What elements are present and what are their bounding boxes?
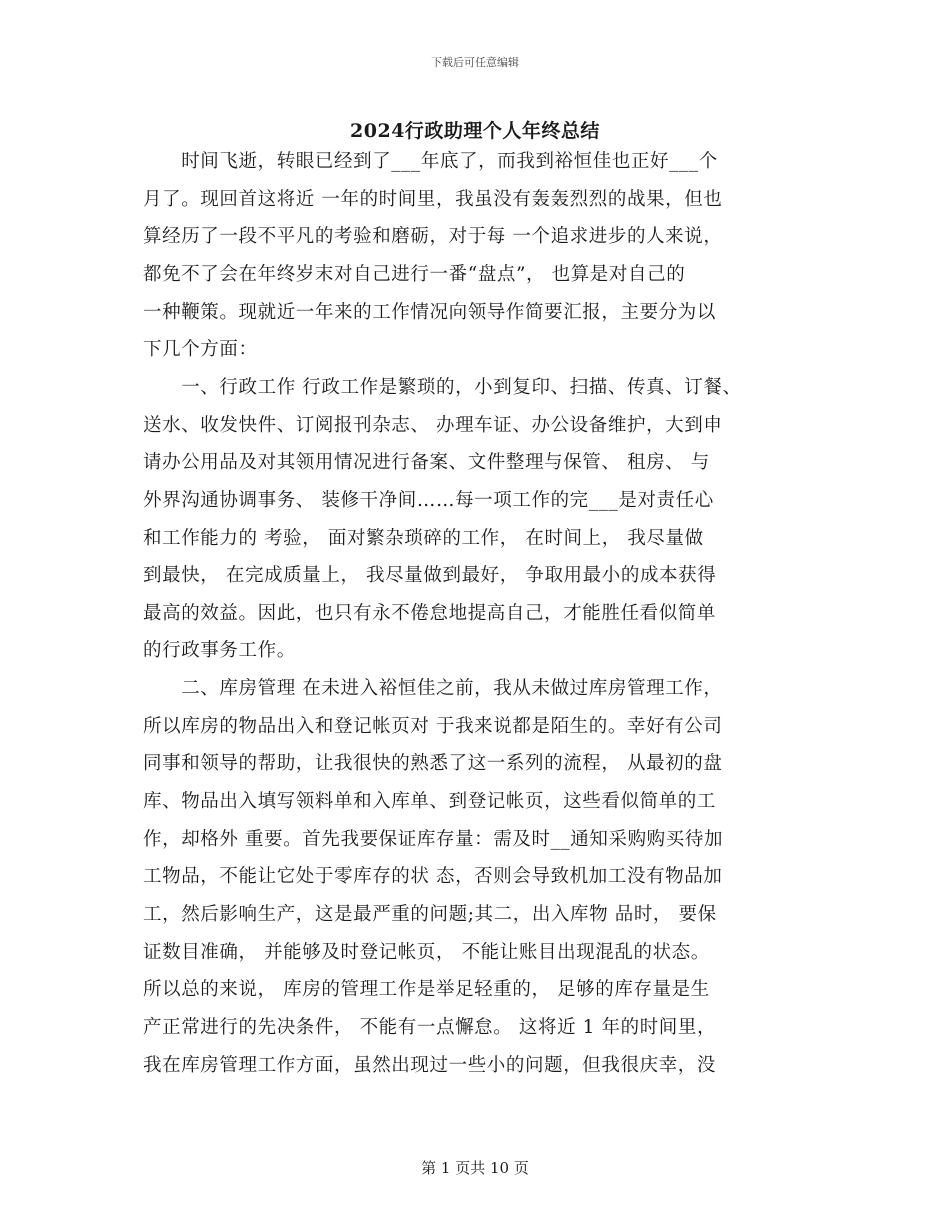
text-line: 到最快， 在完成质量上， 我尽量做到最好， 争取用最小的成本获得 [143, 565, 717, 587]
header-note: 下载后可任意编辑 [431, 56, 519, 69]
text-line: 时间飞逝，转眼已经到了___年底了，而我到裕恒佳也正好___个 [143, 151, 718, 172]
text-line: 的行政事务工作。 [143, 640, 296, 662]
text-line: 月了。现回首这将近 一年的时间里，我虽没有轰轰烈烈的战果，但也 [143, 188, 723, 210]
text-line: 算经历了一段不平凡的考验和磨砺，对于每 一个追求进步的人来说， [143, 226, 723, 248]
text-line: 下几个方面： [143, 339, 258, 361]
text-line: 作，却格外 重要。首先我要保证库存量：需及时__通知采购购买待加 [143, 828, 724, 850]
text-line: 送水、收发快件、订阅报刊杂志、 办理车证、办公设备维护，大到申 [143, 414, 723, 436]
text-line: 所以总的来说， 库房的管理工作是举足轻重的， 足够的库存量是生 [143, 979, 710, 1001]
text-line: 产正常进行的先决条件， 不能有一点懈怠。 这将近 1 年的时间里， [143, 1016, 717, 1038]
text-line: 都免不了会在年终岁末对自己进行一番“盘点”， 也算是对自己的 [143, 263, 686, 285]
text-line: 和工作能力的 考验， 面对繁杂琐碎的工作， 在时间上， 我尽量做 [143, 527, 704, 549]
text-line: 库、物品出入填写领料单和入库单、到登记帐页，这些看似简单的工 [143, 791, 717, 813]
page-footer: 第 1 页共 10 页 [421, 1159, 529, 1177]
text-line: 工，然后影响生产，这是最严重的问题;其二，出入库物 品时， 要保 [143, 904, 717, 925]
text-line: 二、库房管理 在未进入裕恒佳之前，我从未做过库房管理工作， [143, 678, 723, 700]
text-line: 最高的效益。因此，也只有永不倦怠地提高自己，才能胜任看似简单 [143, 602, 717, 624]
text-line: 我在库房管理工作方面，虽然出现过一些小的问题，但我很庆幸，没 [143, 1054, 717, 1076]
text-line: 一种鞭策。现就近一年来的工作情况向领导作简要汇报，主要分为以 [143, 301, 717, 323]
text-line: 证数目准确， 并能够及时登记帐页， 不能让账目出现混乱的状态。 [143, 941, 710, 963]
text-line: 外界沟通协调事务、 装修干净间……每一项工作的完___是对责任心 [143, 489, 714, 511]
text-line: 所以库房的物品出入和登记帐页对 于我来说都是陌生的。幸好有公司 [143, 715, 723, 737]
text-line: 一、行政工作 行政工作是繁琐的，小到复印、扫描、传真、订餐、 [143, 376, 742, 398]
text-line: 请办公用品及对其领用情况进行备案、文件整理与保管、 租房、 与 [143, 452, 710, 474]
text-line: 工物品，不能让它处于零库存的状 态，否则会导致机加工没有物品加 [143, 866, 723, 888]
text-line: 同事和领导的帮助，让我很快的熟悉了这一系列的流程， 从最初的盘 [143, 753, 723, 775]
document-title: 2024行政助理个人年终总结 [350, 120, 600, 142]
